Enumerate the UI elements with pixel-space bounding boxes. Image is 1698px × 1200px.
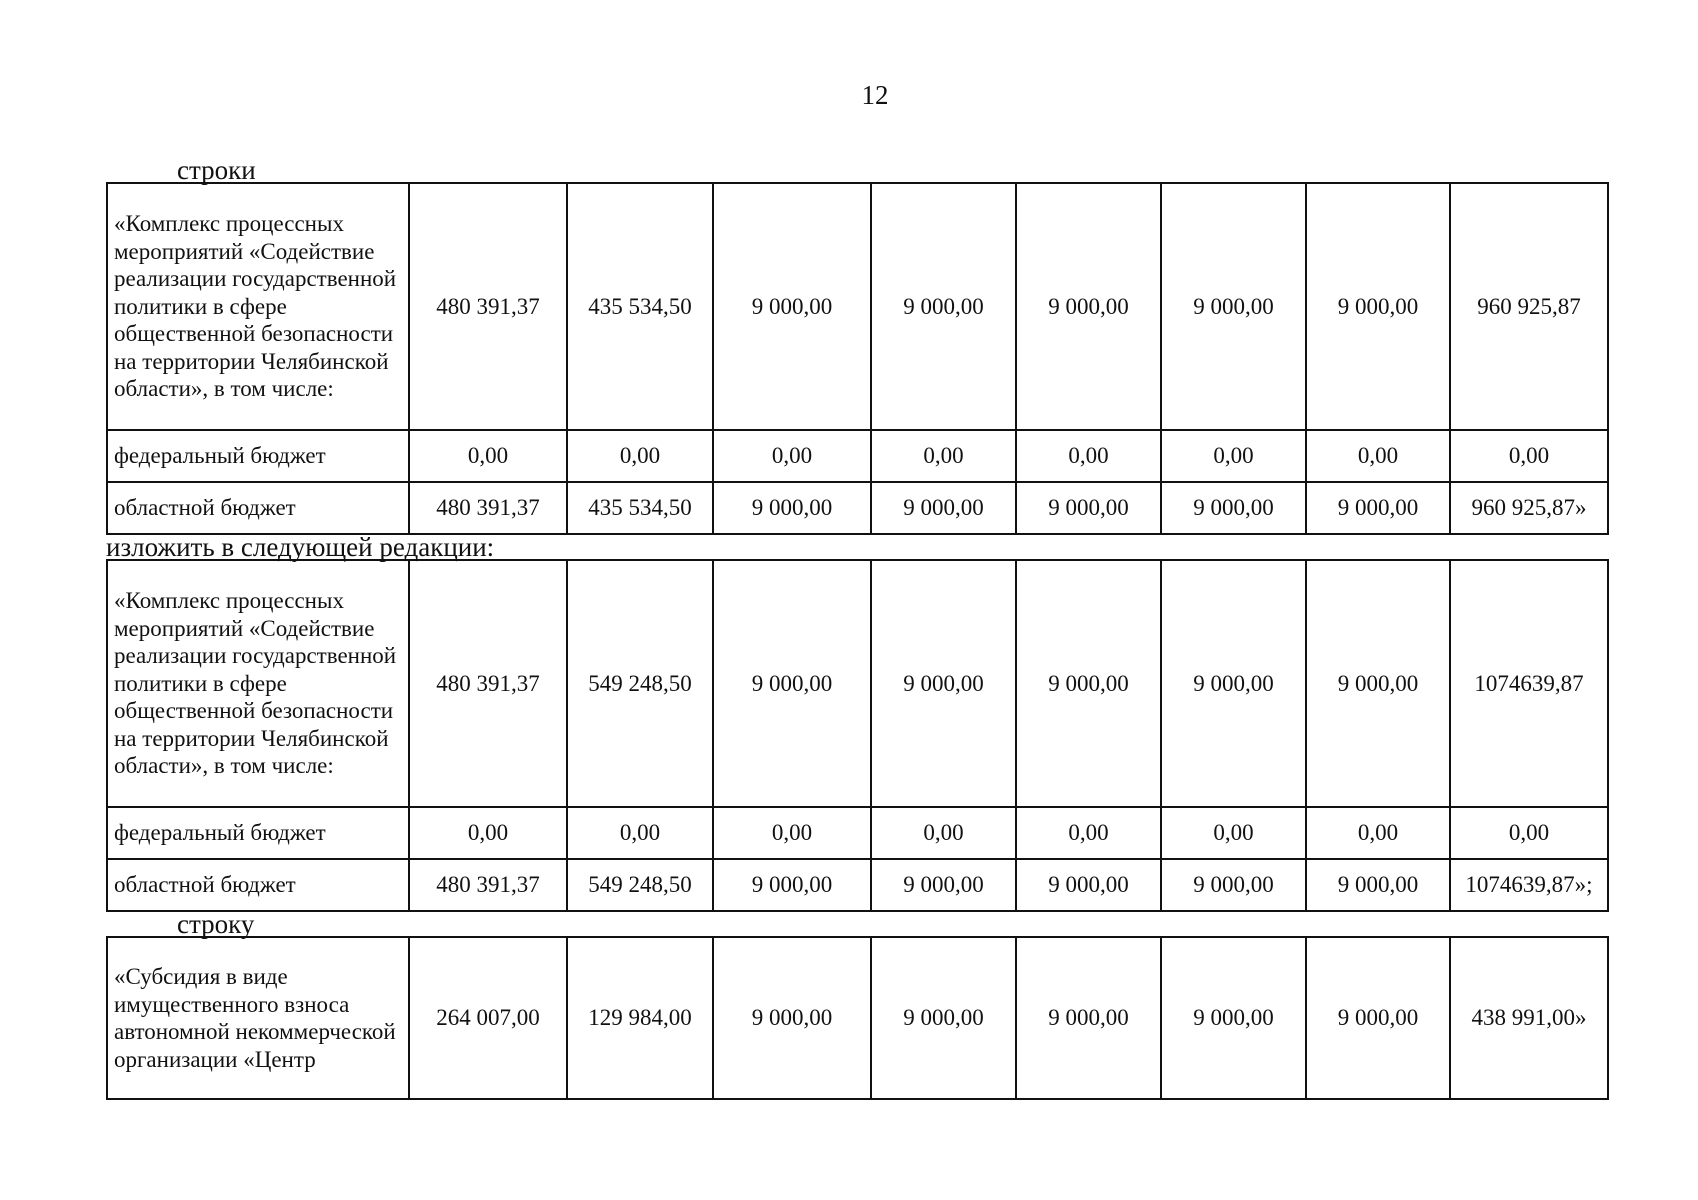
value-cell: 9 000,00 [871, 859, 1016, 911]
table-row [107, 937, 1608, 1099]
table-row [107, 482, 1608, 534]
table-subsidy-row [106, 936, 1609, 1100]
value-cell: 0,00 [871, 807, 1016, 859]
value-cell: 9 000,00 [871, 937, 1016, 1099]
total-cell: 438 991,00» [1450, 937, 1608, 1099]
value-cell: 435 534,50 [567, 183, 713, 430]
value-cell: 9 000,00 [1306, 937, 1450, 1099]
value-cell: 435 534,50 [567, 482, 713, 534]
value-cell: 480 391,37 [409, 560, 567, 807]
row-label: «Комплекс процессных мероприятий «Содействие реализации государственной политики в сфере общественной безопасности на территории Челябинской области», в том числе: [107, 560, 409, 807]
page-number: 12 [861, 80, 889, 110]
value-cell: 9 000,00 [1161, 482, 1306, 534]
value-cell: 9 000,00 [871, 183, 1016, 430]
table-row [107, 183, 1608, 430]
value-cell: 0,00 [567, 807, 713, 859]
value-cell: 0,00 [409, 807, 567, 859]
value-cell: 0,00 [871, 430, 1016, 482]
value-cell: 549 248,50 [567, 859, 713, 911]
total-cell: 1074639,87»; [1450, 859, 1608, 911]
value-cell: 480 391,37 [409, 183, 567, 430]
total-cell: 0,00 [1450, 807, 1608, 859]
value-cell: 0,00 [713, 430, 871, 482]
value-cell: 0,00 [1161, 430, 1306, 482]
value-cell: 0,00 [1161, 807, 1306, 859]
value-cell: 0,00 [1016, 430, 1161, 482]
value-cell: 0,00 [409, 430, 567, 482]
table-new-edition [106, 559, 1609, 912]
value-cell: 264 007,00 [409, 937, 567, 1099]
row-label: «Комплекс процессных мероприятий «Содействие реализации государственной политики в сфере общественной безопасности на территории Челябинской области», в том числе: [107, 183, 409, 430]
table-row [107, 430, 1608, 482]
value-cell: 9 000,00 [713, 183, 871, 430]
value-cell: 9 000,00 [1306, 560, 1450, 807]
value-cell: 9 000,00 [1161, 183, 1306, 430]
row-label: «Субсидия в виде имущественного взноса автономной некоммерческой организации «Центр [107, 937, 409, 1099]
value-cell: 9 000,00 [1016, 859, 1161, 911]
total-cell: 960 925,87 [1450, 183, 1608, 430]
caption-rows: строки [177, 155, 256, 185]
total-cell: 0,00 [1450, 430, 1608, 482]
value-cell: 9 000,00 [871, 482, 1016, 534]
value-cell: 9 000,00 [1016, 183, 1161, 430]
value-cell: 0,00 [567, 430, 713, 482]
value-cell: 9 000,00 [1161, 560, 1306, 807]
caption-row: строку [177, 909, 255, 939]
value-cell: 9 000,00 [1016, 482, 1161, 534]
value-cell: 0,00 [713, 807, 871, 859]
table-row [107, 807, 1608, 859]
value-cell: 9 000,00 [1161, 859, 1306, 911]
value-cell: 0,00 [1016, 807, 1161, 859]
value-cell: 9 000,00 [713, 560, 871, 807]
value-cell: 9 000,00 [713, 482, 871, 534]
table-original-rows [106, 182, 1609, 535]
value-cell: 0,00 [1306, 807, 1450, 859]
value-cell: 480 391,37 [409, 859, 567, 911]
value-cell: 9 000,00 [1016, 560, 1161, 807]
row-label: федеральный бюджет [107, 430, 409, 482]
value-cell: 9 000,00 [871, 560, 1016, 807]
value-cell: 9 000,00 [1306, 482, 1450, 534]
row-label: областной бюджет [107, 482, 409, 534]
row-label: областной бюджет [107, 859, 409, 911]
value-cell: 9 000,00 [713, 937, 871, 1099]
value-cell: 9 000,00 [1016, 937, 1161, 1099]
value-cell: 9 000,00 [1306, 859, 1450, 911]
value-cell: 9 000,00 [1161, 937, 1306, 1099]
table-row [107, 859, 1608, 911]
table-row [107, 560, 1608, 807]
value-cell: 549 248,50 [567, 560, 713, 807]
value-cell: 0,00 [1306, 430, 1450, 482]
value-cell: 480 391,37 [409, 482, 567, 534]
value-cell: 129 984,00 [567, 937, 713, 1099]
total-cell: 1074639,87 [1450, 560, 1608, 807]
value-cell: 9 000,00 [1306, 183, 1450, 430]
total-cell: 960 925,87» [1450, 482, 1608, 534]
row-label: федеральный бюджет [107, 807, 409, 859]
value-cell: 9 000,00 [713, 859, 871, 911]
caption-new-edition: изложить в следующей редакции: [106, 532, 495, 562]
